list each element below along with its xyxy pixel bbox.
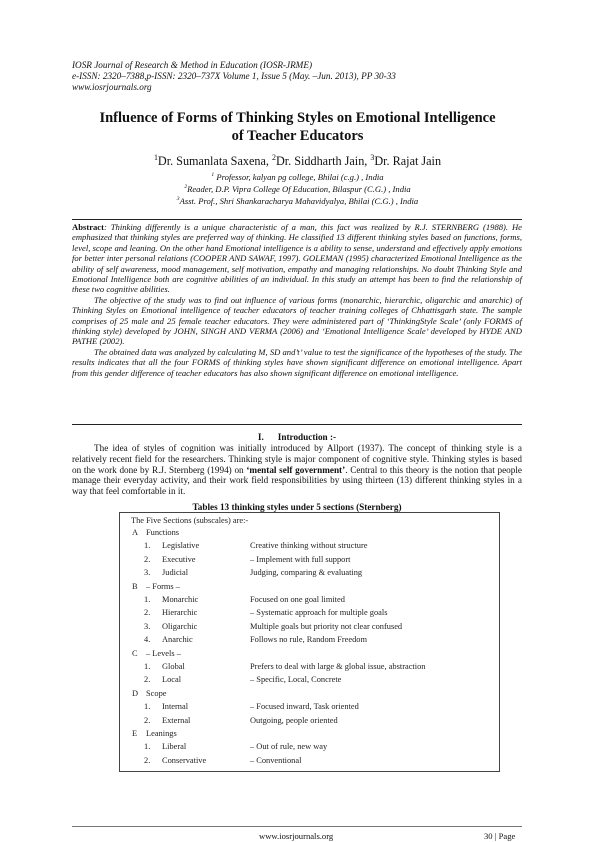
table-style-name: Executive [162, 554, 196, 564]
introduction-paragraph [72, 443, 522, 497]
table-style-description: Outgoing, people oriented [250, 715, 338, 725]
table-style-number: 2. [144, 554, 151, 564]
table-style-name: Hierarchic [162, 608, 198, 618]
author-1-name: Dr. Sumanlata Saxena, [157, 154, 272, 168]
author-3-name: Dr. Rajat Jain [374, 154, 442, 168]
abstract-paragraph-1 [72, 222, 522, 295]
table-style-description: – Conventional [250, 755, 302, 765]
table-style-row [120, 661, 499, 673]
footer-rule [72, 826, 522, 827]
table-style-description: Creative thinking without structure [250, 541, 368, 551]
intro-text-end: . Central to this theory is the notion that people manage their everyday activity, and their work field responsibilities by using thirteen (13) different thinking styles in a way that feel comfortable in it. [72, 464, 522, 497]
table-style-name: Oligarchic [162, 621, 198, 631]
author-3-marker: 3 [370, 152, 375, 162]
table-style-row [120, 701, 499, 713]
table-style-row [120, 715, 499, 727]
table-section-row [120, 648, 499, 660]
affiliation-2 [60, 183, 535, 195]
table-style-number: 2. [144, 755, 151, 765]
table-style-name: Internal [162, 702, 189, 712]
abstract-bottom-rule [72, 424, 522, 425]
affiliation-list [60, 171, 535, 207]
footer-website: www.iosrjournals.org [259, 831, 334, 841]
table-style-description: – Implement with full support [250, 554, 351, 564]
table-section-letter: D [132, 688, 139, 698]
table-style-number: 1. [144, 662, 151, 671]
table-style-description: – Focused inward, Task oriented [250, 702, 359, 712]
author-list [60, 154, 535, 169]
table-style-description: Follows no rule, Random Freedom [250, 635, 368, 645]
table-style-number: 1. [144, 742, 151, 752]
table-style-description: – Systematic approach for multiple goals [250, 608, 388, 618]
table-style-number: 2. [144, 608, 151, 618]
paper-title-line-2: of Teacher Educators [231, 128, 364, 144]
table-style-number: 3. [144, 568, 151, 578]
table-style-row [120, 567, 499, 579]
table-style-name: Judicial [162, 568, 189, 578]
table-style-name: Local [162, 675, 182, 685]
table-style-row [120, 755, 499, 767]
table-style-description: Judging, comparing & evaluating [250, 568, 363, 578]
abstract [72, 222, 522, 378]
paper-title-line-1: Influence of Forms of Thinking Styles on Emotional Intelligence [99, 110, 496, 126]
footer-page-number: 30 | Page [484, 831, 516, 841]
author-2-marker: 2 [271, 152, 276, 162]
affiliation-1-text: Professor, kalyan pg college, Bhilai (c.g.) , India [214, 172, 384, 182]
affiliation-2-text: Reader, D.P. Vipra College Of Education, Bilaspur (C.G.) , India [187, 184, 411, 194]
table-style-row [120, 634, 499, 646]
table-style-number: 2. [144, 675, 151, 685]
journal-issn: e-ISSN: 2320–7388,p-ISSN: 2320–737X Volume 1, Issue 5 (May. –Jun. 2013), PP 30-33 [72, 71, 396, 81]
table-section-label: Functions [146, 528, 180, 537]
table-style-number: 4. [144, 635, 151, 645]
table-section-row [120, 581, 499, 593]
journal-header [72, 60, 522, 93]
abstract-paragraph-2: The objective of the study was to find out influence of various forms (monarchic, hierarchic, oligarchic and anarchic) of Thinking Styles on Emotional intelligence of teacher educators of teacher training colleges of Chhattisgarh state. The sample comprises of 25 male and 25 female teacher educators. They were administered part of ‘ThinkingStyle Scale’ (only FORMS of thinking style) developed by JOHN, SINGH AND VERMA (2006) and ‘Emotional Intelligence Scale’ developed by HYDE AND PATHE (2002). [72, 294, 522, 347]
table-style-row [120, 674, 499, 686]
table-style-row [120, 607, 499, 619]
author-1-marker: 1 [153, 152, 158, 162]
table-content [120, 513, 499, 771]
paper-title [60, 109, 535, 145]
abstract-top-rule [72, 219, 522, 220]
table-style-name: Anarchic [162, 635, 193, 645]
table-style-number: 3. [144, 621, 151, 631]
intro-text-start: The idea of styles of cognition was initially introduced by Allport (1937). The concept of thinking style is a relatively recent field for the researchers. Thinking style is major component of cognitive style. Thinking styles is based on the work done by R.J. Sternberg (1994) on [72, 443, 522, 475]
affiliation-3-marker: 3 [176, 196, 180, 203]
table-style-name: Conservative [162, 755, 207, 765]
affiliation-2-marker: 2 [184, 184, 188, 191]
table-caption: Tables 13 thinking styles under 5 sections (Sternberg) [192, 502, 402, 512]
table-section-row [120, 688, 499, 700]
table-style-row [120, 540, 499, 552]
table-style-description: Multiple goals but priority not clear confused [250, 621, 403, 631]
journal-name: IOSR Journal of Research & Method in Education (IOSR-JRME) [72, 60, 313, 70]
author-2-name: Dr. Siddharth Jain, [275, 154, 371, 168]
table-section-row [120, 527, 499, 539]
table-style-description: Focused on one goal limited [250, 595, 345, 604]
section-title: Introduction :- [277, 432, 337, 442]
table-section-label: – Forms – [146, 581, 180, 591]
intro-bold-term: ‘mental self government’ [246, 464, 346, 475]
table-style-number: 1. [144, 702, 151, 712]
affiliation-1 [60, 171, 535, 183]
section-number: I. [257, 432, 264, 442]
table-style-number: 2. [144, 715, 151, 725]
table-section-label: Scope [146, 688, 167, 698]
affiliation-3 [60, 195, 535, 207]
thinking-styles-table [119, 512, 500, 772]
affiliation-3-text: Asst. Prof., Shri Shankaracharya Mahavidyalya, Bhilai (C.G.) , India [179, 196, 419, 206]
abstract-paragraph-1-text: : Thinking differently is a unique characteristic of a man, this fact was realized by R.J. STERNBERG (1988). He emphasized that thinking styles are preferred way of thinking. He classified 13 different thinking styles based on functions, forms, level, scope and leaning. On the other hand Emotional intelligence is a ability to sense, understand and effectively apply emotions for better inter personal relations (COOPER AND SAWAF, 1997). GOLEMAN (1995) characterized Emotional Intelligence as the ability of self awareness, mood management, self motivation, empathy and managing relationships. No doubt Thinking Style and Emotional Intelligence both are cognitive abilities of an individual. In this study an attempt has been to find the relationship of these two cognitive abilities. [72, 222, 522, 295]
table-style-row [120, 621, 499, 633]
table-style-name: External [162, 715, 191, 725]
table-heading: The Five Sections (subscales) are:- [131, 516, 249, 525]
table-style-row [120, 741, 499, 753]
table-style-description: Prefers to deal with large & global issue, abstraction [250, 662, 426, 671]
abstract-label: Abstract [72, 222, 104, 232]
affiliation-1-marker: 1 [211, 172, 215, 179]
table-style-name: Global [162, 662, 185, 671]
section-heading-introduction [72, 432, 522, 442]
table-section-row [120, 728, 499, 740]
table-style-name: Monarchic [162, 595, 199, 604]
abstract-paragraph-3: The obtained data was analyzed by calculating M, SD and’t’ value to test the significance of the hypotheses of the study. The results indicates that all the four FORMS of thinking styles have shown significant difference on emotional intelligence. Apart from this gender difference of teacher educators has also shown significant difference on emotional intelligence. [72, 346, 522, 378]
table-style-name: Legislative [162, 541, 200, 551]
table-section-letter: A [132, 528, 139, 537]
table-style-row [120, 594, 499, 606]
table-style-number: 1. [144, 541, 151, 551]
table-style-row [120, 554, 499, 566]
table-style-name: Liberal [162, 742, 187, 752]
table-section-label: Leanings [146, 729, 177, 738]
table-section-letter: C [132, 648, 138, 658]
table-style-number: 1. [144, 595, 151, 604]
table-style-description: – Out of rule, new way [250, 742, 328, 752]
table-section-label: – Levels – [146, 648, 181, 658]
journal-website: www.iosrjournals.org [72, 82, 152, 92]
table-style-description: – Specific, Local, Concrete [250, 675, 342, 685]
table-heading-row [120, 515, 499, 527]
table-section-letter: B [132, 581, 138, 591]
table-section-letter: E [132, 729, 138, 738]
